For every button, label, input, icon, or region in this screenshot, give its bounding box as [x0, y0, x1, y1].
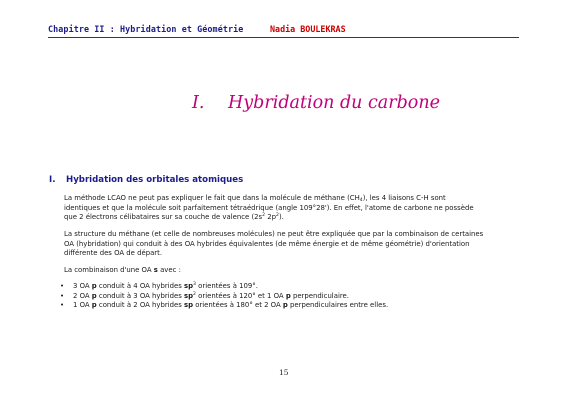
hybridization-list [60, 282, 388, 311]
text-run: orientées à 180° et 2 OA [193, 301, 283, 309]
chapter-title: Chapitre II : Hybridation et Géométrie [48, 24, 244, 34]
paragraph-methane-structure [64, 230, 520, 259]
text-run: conduit à 3 OA hybrides [96, 291, 184, 300]
subscript: 4 [359, 198, 363, 203]
superscript: 2 [276, 213, 279, 218]
superscript: 3 [193, 282, 196, 287]
text-run: que 2 électrons célibataires sur sa couche de valence (2s [64, 213, 263, 221]
text-run: 2 OA [73, 291, 92, 300]
text-run: conduit à 2 OA hybrides [96, 301, 184, 309]
text-run: 2p [265, 213, 277, 221]
paragraph-combination [64, 266, 520, 276]
text-run: avec : [157, 266, 181, 274]
paragraph-lcao [64, 194, 520, 223]
text-run: conduit à 4 OA hybrides [96, 282, 184, 290]
text-run: orientées à 109°. [195, 282, 258, 290]
orbital-sp: sp [183, 291, 194, 300]
superscript: 2 [193, 291, 196, 297]
text-run: ), les 4 liaisons C-H sont [362, 194, 446, 202]
bullet-icon: • [60, 282, 65, 290]
orbital-p: p [91, 291, 97, 300]
text-run: orientées à 120° et 1 OA [195, 291, 286, 300]
author-name: Nadia BOULEKRAS [270, 24, 346, 34]
superscript: 2 [262, 213, 266, 218]
text-run: 3 OA [73, 282, 92, 290]
section-heading-text: Hybridation des orbitales atomiques [66, 175, 244, 185]
text-run: La combinaison d'une OA [64, 266, 154, 274]
list-item [60, 292, 388, 302]
main-title-number: I. [192, 93, 205, 113]
list-item [60, 282, 388, 292]
page-number: 15 [279, 368, 289, 377]
text-run: perpendiculaire. [290, 291, 349, 300]
text-run: La méthode LCAO ne peut pas expliquer le fait que dans la molécule de méthane (CH [64, 194, 360, 202]
list-item [60, 301, 388, 311]
text-run: ). [278, 213, 284, 221]
paragraph-line: différente des OA de départ. [64, 249, 163, 257]
main-title [192, 93, 440, 113]
page-header [48, 24, 519, 38]
section-heading [49, 175, 243, 185]
paragraph-line: identiques et que la molécule soit parfaitement tétraédrique (angle 109°28'). En effet, l'atome de carbone ne possède [64, 203, 474, 212]
section-number: I. [49, 175, 56, 185]
orbital-sp: sp [183, 301, 194, 309]
paragraph-line: La structure du méthane (et celle de nombreuses molécules) ne peut être expliquée que par la combinaison de certaines [64, 230, 484, 238]
paragraph-line [64, 194, 520, 204]
bullet-icon: • [60, 291, 65, 300]
paragraph-line [64, 213, 520, 223]
orbital-s: s [153, 266, 158, 274]
paragraph-line: OA (hybridation) qui conduit à des OA hybrides équivalentes (de même énergie et de même géométrie) d'orientation [64, 239, 470, 248]
bullet-icon: • [60, 301, 65, 309]
orbital-sp: sp [183, 282, 194, 290]
paragraph-line [64, 266, 520, 276]
text-run: 1 OA [73, 301, 92, 309]
orbital-p: p [285, 291, 291, 300]
orbital-p: p [91, 282, 97, 290]
orbital-p: p [282, 301, 288, 309]
main-title-text: Hybridation du carbone [228, 93, 440, 113]
text-run: perpendiculaires entre elles. [287, 301, 389, 309]
orbital-p: p [91, 301, 97, 309]
